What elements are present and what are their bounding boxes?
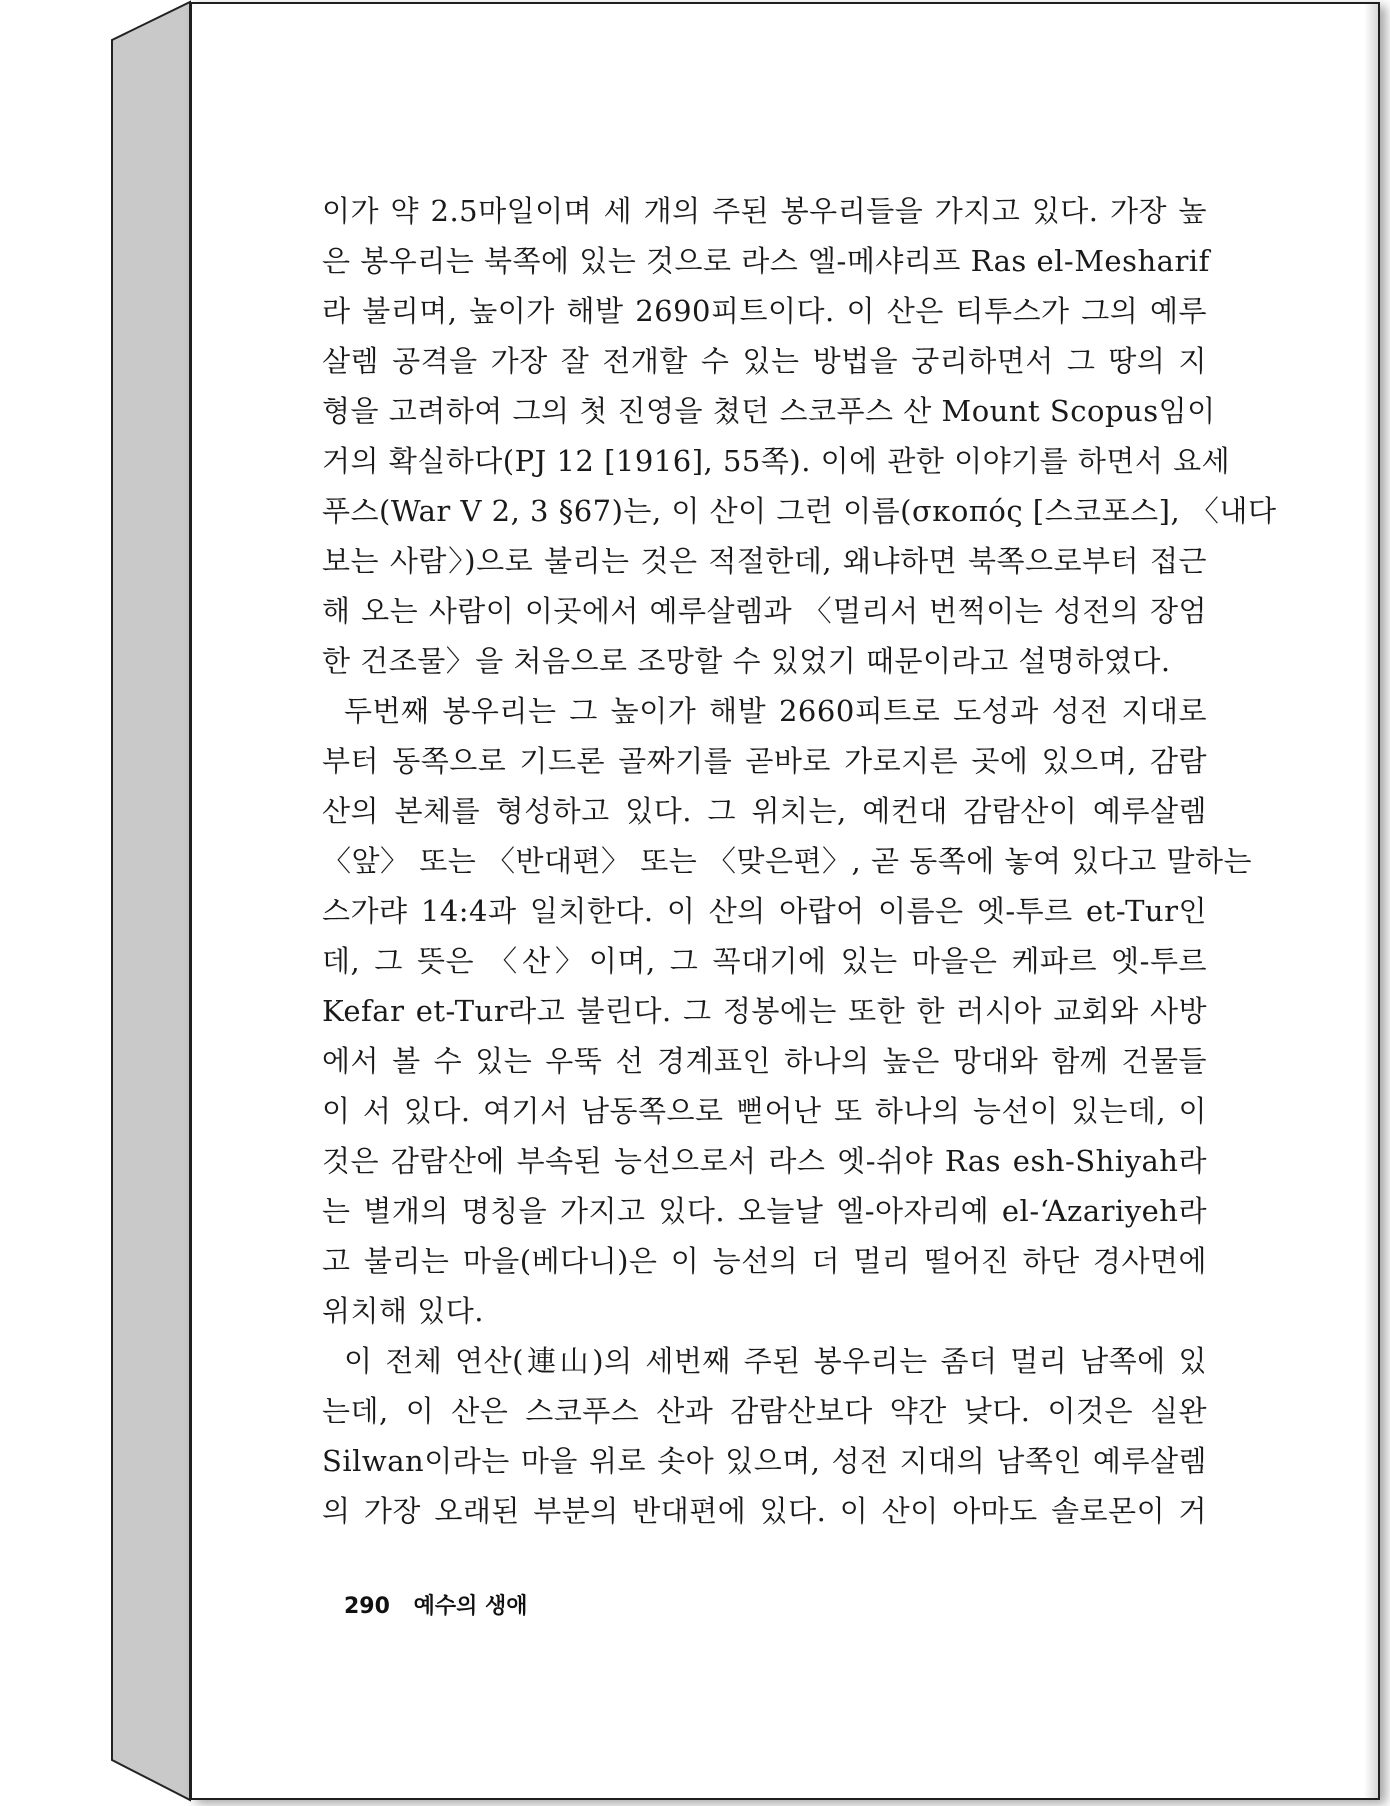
text-line: 는 별개의 명칭을 가지고 있다. 오늘날 엘-아자리예 el-‘Azariyeh라 bbox=[322, 1194, 1207, 1228]
text-line: 는데, 이 산은 스코푸스 산과 감람산보다 약간 낮다. 이것은 실완 bbox=[322, 1394, 1207, 1428]
text-line: 거의 확실하다(PJ 12 [1916], 55쪽). 이에 관한 이야기를 하면서 요세 bbox=[322, 444, 1231, 478]
text-line: 이 전체 연산(連山)의 세번째 주된 봉우리는 좀더 멀리 남쪽에 있 bbox=[344, 1344, 1207, 1378]
text-line: Kefar et-Tur라고 불린다. 그 정봉에는 또한 한 러시아 교회와 사방 bbox=[322, 994, 1207, 1028]
page-edge-shadow bbox=[1364, 4, 1378, 1798]
text-line: 고 불리는 마을(베다니)은 이 능선의 더 멀리 떨어진 하단 경사면에 bbox=[322, 1244, 1207, 1278]
text-line: 의 가장 오래된 부분의 반대편에 있다. 이 산이 아마도 솔로몬이 거 bbox=[322, 1494, 1207, 1528]
page-number: 290 bbox=[344, 1594, 390, 1619]
text-line: 라 불리며, 높이가 해발 2690피트이다. 이 산은 티투스가 그의 예루 bbox=[322, 294, 1207, 328]
text-line: 스가랴 14:4과 일치한다. 이 산의 아랍어 이름은 엣-투르 et-Tur인 bbox=[322, 894, 1207, 928]
text-line: 한 건조물〉을 처음으로 조망할 수 있었기 때문이라고 설명하였다. bbox=[322, 644, 1171, 678]
page-footer bbox=[344, 1589, 528, 1620]
text-line: 이가 약 2.5마일이며 세 개의 주된 봉우리들을 가지고 있다. 가장 높 bbox=[322, 194, 1207, 228]
book-page bbox=[190, 2, 1380, 1800]
text-line: 이 서 있다. 여기서 남동쪽으로 뻗어난 또 하나의 능선이 있는데, 이 bbox=[322, 1094, 1207, 1128]
text-line: 보는 사람〉)으로 불리는 것은 적절한데, 왜냐하면 북쪽으로부터 접근 bbox=[322, 544, 1207, 578]
text-line: 살렘 공격을 가장 잘 전개할 수 있는 방법을 궁리하면서 그 땅의 지 bbox=[322, 344, 1207, 378]
text-line: 부터 동쪽으로 기드론 골짜기를 곧바로 가로지른 곳에 있으며, 감람 bbox=[322, 744, 1207, 778]
text-line: Silwan이라는 마을 위로 솟아 있으며, 성전 지대의 남쪽인 예루살렘 bbox=[322, 1444, 1207, 1478]
text-line: 해 오는 사람이 이곳에서 예루살렘과 〈멀리서 번쩍이는 성전의 장엄 bbox=[322, 594, 1207, 628]
text-line: 것은 감람산에 부속된 능선으로서 라스 엣-쉬야 Ras esh-Shiyah라 bbox=[322, 1144, 1207, 1178]
running-title: 예수의 생애 bbox=[413, 1594, 528, 1619]
text-line: 위치해 있다. bbox=[322, 1294, 485, 1328]
text-line: 산의 본체를 형성하고 있다. 그 위치는, 예컨대 감람산이 예루살렘 bbox=[322, 794, 1207, 828]
text-line: 에서 볼 수 있는 우뚝 선 경계표인 하나의 높은 망대와 함께 건물들 bbox=[322, 1044, 1207, 1078]
text-line: 은 봉우리는 북쪽에 있는 것으로 라스 엘-메샤리프 Ras el-Mesharif bbox=[322, 244, 1210, 278]
text-line: 두번째 봉우리는 그 높이가 해발 2660피트로 도성과 성전 지대로 bbox=[344, 694, 1207, 728]
text-line: 〈앞〉 또는 〈반대편〉 또는 〈맞은편〉, 곧 동쪽에 놓여 있다고 말하는 bbox=[322, 844, 1253, 878]
body-text bbox=[322, 186, 1277, 1536]
text-line: 푸스(War V 2, 3 §67)는, 이 산이 그런 이름(σκοπός [스코포스], 〈내다 bbox=[322, 494, 1277, 528]
text-line: 형을 고려하여 그의 첫 진영을 쳤던 스코푸스 산 Mount Scopus임이 bbox=[322, 394, 1216, 428]
text-line: 데, 그 뜻은 〈산〉이며, 그 꼭대기에 있는 마을은 케파르 엣-투르 bbox=[322, 944, 1207, 978]
